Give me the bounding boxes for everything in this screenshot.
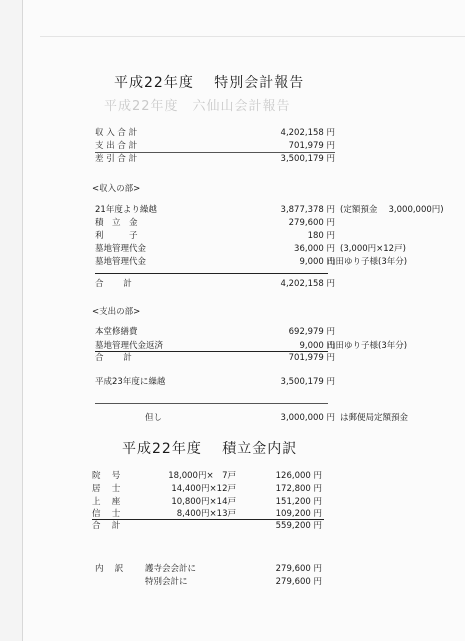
carryover-value: 3,500,179 円 bbox=[280, 377, 335, 387]
detail-item-value: 279,600 円 bbox=[275, 577, 322, 587]
breakdown-calc: 8,400円×13戸 bbox=[176, 509, 236, 519]
divider bbox=[92, 519, 324, 520]
income-note: 山田ゆり子様(3年分) bbox=[327, 257, 408, 267]
summary-label: 収 入 合 計 bbox=[95, 128, 138, 138]
bleed-through-title: 平成22年度 六仙山会計報告 bbox=[104, 99, 291, 114]
detail-item-label: 特別会計に bbox=[145, 577, 188, 587]
income-value: 3,877,378 円 bbox=[280, 205, 335, 215]
breakdown-value: 172,800 円 bbox=[275, 484, 322, 494]
income-value: 36,000 円 bbox=[294, 244, 335, 254]
divider bbox=[95, 152, 335, 153]
expense-heading: <支出の部> bbox=[92, 307, 141, 317]
income-total-label: 合 計 bbox=[95, 279, 132, 289]
divider bbox=[95, 273, 328, 274]
breakdown-label: 院 号 bbox=[92, 471, 121, 481]
breakdown-calc: 14,400円×12戸 bbox=[171, 484, 236, 494]
proviso-label: 但し bbox=[145, 413, 163, 423]
page-title: 平成22年度 特別会計報告 bbox=[114, 75, 305, 91]
detail-item-value: 279,600 円 bbox=[275, 564, 322, 574]
breakdown-total-value: 559,200 円 bbox=[275, 521, 322, 531]
carryover-label: 平成23年度に繰越 bbox=[95, 377, 166, 387]
breakdown-total-label: 合 計 bbox=[92, 521, 121, 531]
expense-total-label: 合 計 bbox=[95, 353, 132, 363]
income-label: 積 立 金 bbox=[95, 218, 138, 228]
expense-note: 山田ゆり子様(3年分) bbox=[327, 341, 408, 351]
breakdown-label: 上 座 bbox=[92, 497, 121, 507]
income-label: 21年度より繰越 bbox=[95, 205, 157, 215]
expense-value: 692,979 円 bbox=[288, 327, 335, 337]
income-label: 墓地管理代金 bbox=[95, 244, 147, 254]
divider bbox=[95, 403, 328, 404]
breakdown-value: 151,200 円 bbox=[275, 497, 322, 507]
breakdown-value: 109,200 円 bbox=[275, 509, 322, 519]
breakdown-value: 126,000 円 bbox=[275, 471, 322, 481]
income-note: (定額預金 3,000,000円) bbox=[340, 205, 444, 215]
breakdown-label: 居 士 bbox=[92, 484, 121, 494]
income-label: 墓地管理代金 bbox=[95, 257, 147, 267]
income-value: 9,000 円 bbox=[299, 257, 335, 267]
summary-value: 3,500,179 円 bbox=[280, 154, 335, 164]
breakdown-calc: 18,000円× 7戸 bbox=[168, 471, 236, 481]
summary-value: 701,979 円 bbox=[288, 141, 335, 151]
detail-item-label: 護寺会会計に bbox=[145, 564, 197, 574]
expense-total-value: 701,979 円 bbox=[288, 353, 335, 363]
income-value: 279,600 円 bbox=[288, 218, 335, 228]
section-title: 平成22年度 積立金内訳 bbox=[122, 441, 298, 457]
income-total-value: 4,202,158 円 bbox=[280, 279, 335, 289]
expense-value: 9,000 円 bbox=[299, 341, 335, 351]
proviso-value: 3,000,000 円 bbox=[280, 413, 335, 423]
breakdown-calc: 10,800円×14戸 bbox=[171, 497, 236, 507]
page-edge bbox=[40, 36, 465, 37]
income-heading: <収入の部> bbox=[92, 184, 141, 194]
income-note: (3,000円×12戸) bbox=[340, 244, 406, 254]
income-label: 利 子 bbox=[95, 231, 138, 241]
detail-label: 内 訳 bbox=[95, 564, 124, 574]
expense-label: 本堂修繕費 bbox=[95, 327, 138, 337]
breakdown-label: 信 士 bbox=[92, 509, 121, 519]
summary-value: 4,202,158 円 bbox=[280, 128, 335, 138]
proviso-note: は郵便局定額預金 bbox=[340, 413, 409, 423]
income-value: 180 円 bbox=[307, 231, 335, 241]
summary-label: 支 出 合 計 bbox=[95, 141, 138, 151]
expense-label: 墓地管理代金返済 bbox=[95, 341, 164, 351]
summary-label: 差 引 合 計 bbox=[95, 154, 138, 164]
divider bbox=[95, 351, 328, 352]
